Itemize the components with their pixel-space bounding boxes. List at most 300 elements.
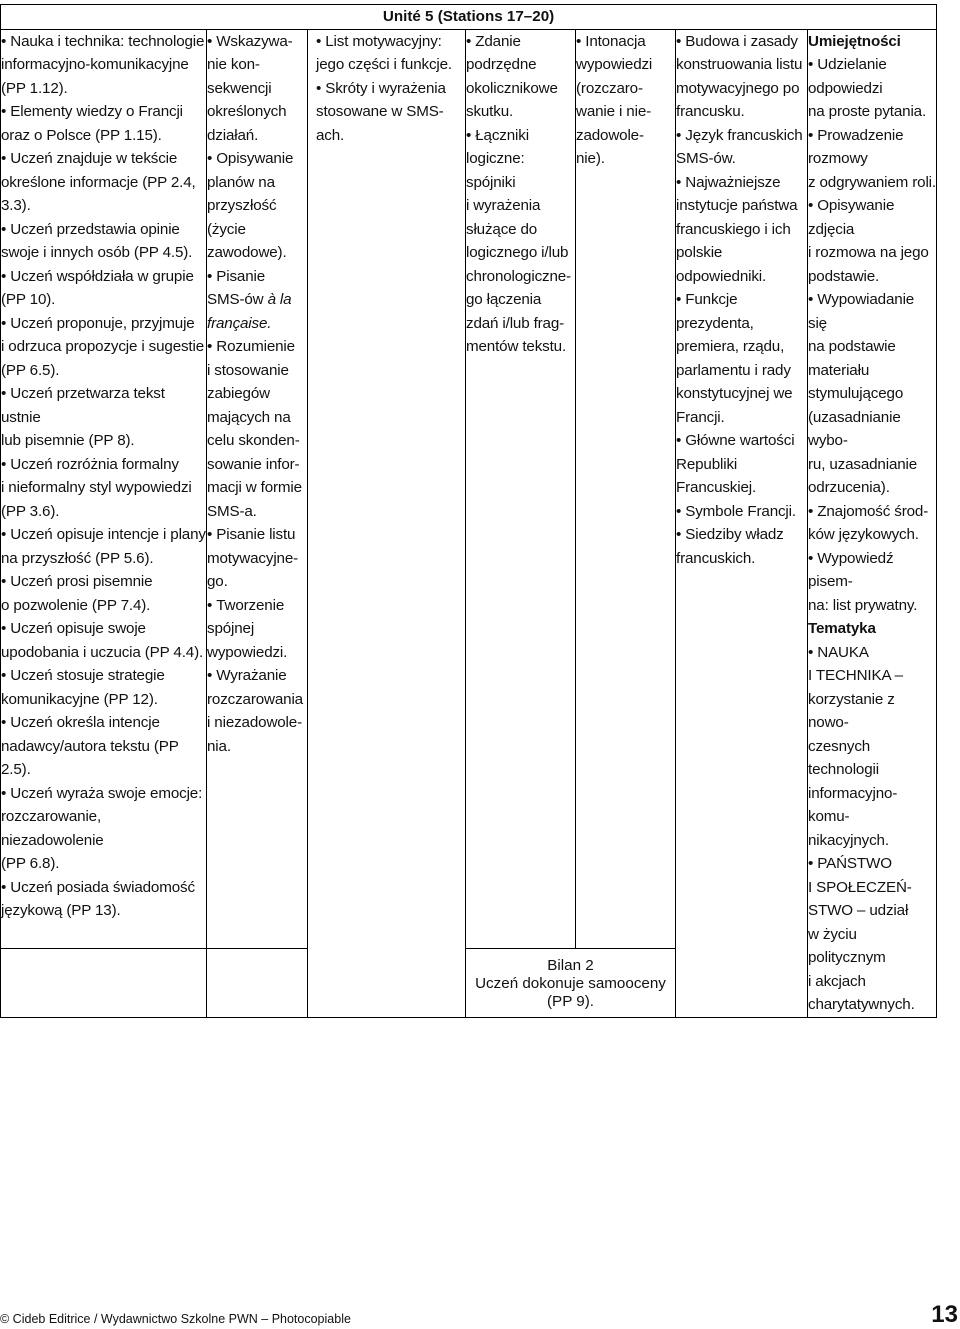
col4-line-text: Zdanie [475, 32, 521, 50]
col7-line-text: PAŃSTWO [817, 855, 892, 872]
col1-line [1, 429, 206, 453]
column-culture [676, 29, 808, 1017]
col6-line-text: Funkcje [685, 291, 738, 308]
col2-line-text: sekwencji [207, 79, 272, 97]
col7-line-text: Umiejętności [808, 32, 901, 50]
bilan-box [466, 948, 676, 1017]
col1-line-text: Elementy wiedzy o Francji [10, 103, 183, 120]
col6-line [676, 453, 807, 477]
col7-line [808, 735, 936, 782]
col7-line [808, 782, 936, 829]
col7-line [808, 453, 936, 477]
col2-line-italic: française. [207, 314, 272, 332]
col5-line [576, 147, 675, 171]
col5-line-text: wanie i nie- [576, 103, 652, 120]
col2-line [207, 335, 307, 359]
col6-line [676, 312, 807, 336]
col7-line-text: korzystanie z nowo- [808, 690, 895, 731]
col1-line-text: komunikacyjne (PP 12). [1, 690, 158, 708]
col7-line [808, 241, 936, 265]
col4-line [466, 77, 575, 101]
col1-line-text: Uczeń wyraża swoje emocje: [10, 784, 203, 802]
col4-line [466, 100, 575, 124]
col1-line [1, 735, 206, 782]
col6-line-text: konstytucyjnej we [676, 385, 793, 402]
col7-line-text: Opisywanie zdjęcia [808, 197, 895, 238]
col4-line [466, 124, 575, 148]
col7-line [808, 476, 936, 500]
col3-line [316, 100, 465, 147]
col1-line-text: (PP 10). [1, 291, 56, 308]
col2-line-text: rozczarowania [207, 690, 303, 708]
col4-line [466, 265, 575, 289]
col1-line-text: Uczeń stosuje strategie [10, 667, 165, 684]
col7-line [808, 852, 936, 876]
col7-line [808, 288, 936, 335]
col7-line-text: na proste pytania. [808, 103, 927, 120]
col6-line-text: Republiki [676, 455, 738, 473]
col7-line [808, 359, 936, 383]
col6-line-text: francuskiego i ich [676, 220, 791, 238]
col2-line [207, 476, 307, 500]
col1-line [1, 147, 206, 171]
col1-line-text: Uczeń przedstawia opinie [10, 220, 180, 238]
footer-copyright: © Cideb Editrice / Wydawnictwo Szkolne PWN – Photocopiable [0, 1312, 351, 1326]
col4-line [466, 241, 575, 265]
col1-line [1, 53, 206, 77]
bilan-title: Bilan 2 [547, 956, 594, 974]
col6-line [676, 359, 807, 383]
col6-line [676, 171, 807, 195]
col7-line-text: rozmowy [808, 150, 868, 167]
col1-line-text: (PP 6.8). [1, 855, 60, 872]
col6-line-text: francusku. [676, 103, 745, 120]
col4-line [466, 312, 575, 336]
col1-line [1, 359, 206, 383]
col7-line-text: ków językowych. [808, 526, 919, 543]
col7-line-text: (uzasadnianie wybo- [808, 408, 901, 449]
col5-line [576, 100, 675, 124]
col2-line [207, 547, 307, 571]
col1-line [1, 265, 206, 289]
col7-line-text: Prowadzenie [817, 126, 904, 144]
col6-line-text: premiera, rządu, [676, 338, 785, 355]
col6-line-text: odpowiedniki. [676, 267, 767, 285]
col2-line-text: go. [207, 573, 228, 590]
col1-line-text: Uczeń proponuje, przyjmuje [10, 314, 195, 332]
col6-line [676, 500, 807, 524]
col6-line-text: Francuskiej. [676, 479, 757, 496]
col2-line [207, 30, 307, 54]
col2-line [207, 594, 307, 618]
col4-line [466, 335, 575, 359]
col2-line-text: Rozumienie [216, 338, 295, 355]
col2-line [207, 147, 307, 171]
col4-line-text: logicznego i/lub [466, 244, 569, 261]
col5-line [576, 30, 675, 54]
col6-line-text: Francji. [676, 408, 725, 426]
col4-line [466, 218, 575, 242]
col2-line-text: macji w formie [207, 479, 302, 496]
col7-line-text: z odgrywaniem roli. [808, 173, 936, 191]
col7-line [808, 664, 936, 688]
table-header: Unité 5 (Stations 17–20) [1, 5, 937, 30]
col2-line-text: motywacyjne- [207, 549, 299, 567]
col7-line [808, 382, 936, 406]
col7-line-text: i rozmowa na jego [808, 244, 929, 261]
col1-line [1, 218, 206, 242]
col7-line [808, 547, 936, 594]
col1-line-text: swoje i innych osób (PP 4.5). [1, 244, 193, 261]
col2-line [207, 312, 307, 336]
col7-line-text: Wypowiedź pisem- [808, 549, 894, 590]
col1-line-text: Uczeń posiada świadomość [10, 878, 195, 896]
col5-line [576, 77, 675, 101]
col7-line [808, 147, 936, 171]
col6-line-text: Język francuskich [685, 126, 803, 144]
col2-line [207, 406, 307, 430]
col1-line [1, 617, 206, 641]
col2-line [207, 241, 307, 265]
col2-line [207, 124, 307, 148]
col1-line-text: i nieformalny styl wypowiedzi [1, 479, 192, 496]
col5-line-text: Intonacja [585, 32, 646, 50]
col7-line [808, 829, 936, 853]
col2-line [207, 382, 307, 406]
col1-line [1, 782, 206, 806]
col2-line-text: nie kon- [207, 56, 260, 73]
col2-line [207, 77, 307, 101]
col7-line-text: czesnych technologii [808, 737, 879, 778]
col2-line [207, 735, 307, 759]
col4-line [466, 194, 575, 218]
col2-line [207, 194, 307, 218]
col7-line [808, 993, 936, 1017]
col2-line-text: SMS-a. [207, 502, 257, 520]
col7-line-text: NAUKA [817, 643, 869, 661]
col7-line [808, 876, 936, 900]
col1-line-text: upodobania i uczucia (PP 4.4). [1, 643, 204, 661]
col4-line [466, 30, 575, 54]
col2-line [207, 664, 307, 688]
col1-line-text: Uczeń przetwarza tekst ustnie [1, 385, 165, 426]
col1-line [1, 570, 206, 594]
page-number: 13 [931, 1301, 958, 1328]
col1-line [1, 312, 206, 336]
col7-line-text: ru, uzasadnianie [808, 455, 918, 473]
col6-line [676, 265, 807, 289]
col6-line-text: konstruowania listu [676, 56, 803, 73]
col2-line-text: mających na [207, 408, 291, 426]
col1-line [1, 852, 206, 876]
col1-line-text: określone informacje (PP 2.4, [1, 173, 196, 191]
col7-line-text: i akcjach [808, 972, 866, 990]
col4-line [466, 53, 575, 77]
col1-line [1, 194, 206, 218]
column-grammar [466, 29, 576, 948]
col1-line-text: Uczeń znajduje w tekście [10, 150, 178, 167]
col6-line [676, 335, 807, 359]
col4-line-text: Łączniki [475, 126, 529, 144]
col1-line-text: o pozwolenie (PP 7.4). [1, 596, 151, 614]
col2-line [207, 100, 307, 124]
col6-line-text: Budowa i zasady [685, 32, 798, 50]
col2-line [207, 171, 307, 195]
col7-line [808, 594, 936, 618]
col4-line-text: spójniki [466, 173, 516, 191]
col6-line-text: prezydenta, [676, 314, 754, 332]
column-functions [207, 29, 308, 948]
col2-line [207, 500, 307, 524]
col1-line-text: Uczeń prosi pisemnie [10, 573, 153, 590]
col7-line [808, 406, 936, 453]
col1-line-text: Uczeń rozróżnia formalny [10, 455, 179, 473]
col1-line-text: i odrzuca propozycje i sugestie [1, 338, 205, 355]
col1-line [1, 500, 206, 524]
col1-line [1, 523, 206, 547]
col7-line-text: stymulującego [808, 385, 904, 402]
col2-line-text: spójnej [207, 620, 255, 637]
col7-line [808, 124, 936, 148]
col6-line-text: motywacyjnego po [676, 79, 800, 97]
col4-line-text: mentów tekstu. [466, 338, 567, 355]
col6-line [676, 194, 807, 218]
col3-line [316, 53, 465, 77]
col1-line-text: Uczeń opisuje intencje i plany [10, 526, 206, 543]
col7-line [808, 688, 936, 735]
col1-line [1, 594, 206, 618]
col6-line-text: instytucje państwa [676, 197, 798, 214]
col1-line [1, 77, 206, 101]
col6-line [676, 382, 807, 406]
col6-line [676, 53, 807, 77]
col2-line-text: działań. [207, 126, 259, 144]
col1-line [1, 288, 206, 312]
col2-line [207, 523, 307, 547]
col4-line-text: zdań i/lub frag- [466, 314, 565, 332]
col2-line [207, 617, 307, 641]
col7-line [808, 30, 936, 54]
col1-spacer [1, 948, 207, 1017]
col1-line [1, 805, 206, 852]
col1-line-text: językową (PP 13). [1, 902, 121, 919]
col2-line [207, 570, 307, 594]
col4-line [466, 171, 575, 195]
col1-line-text: Nauka i technika: technologie [10, 32, 205, 50]
col7-line-text: w życiu politycznym [808, 925, 886, 966]
col3-line [316, 77, 465, 101]
col4-line-text: logiczne: [466, 150, 525, 167]
col2-line-text: zawodowe). [207, 244, 287, 261]
col7-line [808, 171, 936, 195]
col1-line [1, 100, 206, 124]
col4-line [466, 288, 575, 312]
col7-line-text: na podstawie [808, 338, 896, 355]
col5-line [576, 53, 675, 77]
bilan-text: Uczeń dokonuje samooceny (PP 9). [475, 974, 666, 1010]
col6-line-text: Siedziby władz [685, 526, 784, 543]
col2-line [207, 359, 307, 383]
col2-line-text: nia. [207, 737, 231, 755]
col1-line [1, 899, 206, 923]
curriculum-table [0, 4, 937, 1018]
col1-line [1, 124, 206, 148]
col1-line-text: na przyszłość (PP 5.6). [1, 549, 154, 567]
col6-line [676, 288, 807, 312]
col4-line-text: służące do [466, 220, 538, 238]
col2-line-text: planów na [207, 173, 275, 191]
col1-line [1, 547, 206, 571]
col7-line [808, 617, 936, 641]
col6-line-text: Symbole Francji. [685, 502, 796, 520]
col7-line [808, 899, 936, 923]
col2-spacer [207, 948, 308, 1017]
col7-line [808, 194, 936, 241]
col5-line [576, 124, 675, 148]
col7-line-text: podstawie. [808, 267, 880, 285]
col4-line-text: chronologiczne- [466, 267, 571, 285]
col7-line-text: na: list prywatny. [808, 596, 918, 614]
col5-line-text: nie). [576, 150, 605, 167]
col7-line-text: materiału [808, 361, 870, 379]
column-vocabulary [308, 29, 466, 1017]
col6-line-text: SMS-ów. [676, 150, 736, 167]
col7-line [808, 970, 936, 994]
col6-line [676, 124, 807, 148]
col7-line-text: Tematyka [808, 620, 876, 637]
col6-line-text: Główne wartości [685, 432, 795, 449]
col4-line-text: podrzędne [466, 56, 537, 73]
col1-line [1, 30, 206, 54]
col2-line-text: Pisanie [216, 267, 266, 285]
col2-line [207, 688, 307, 712]
col2-line-text: określonych [207, 103, 287, 120]
col2-line-text: Wskazywa- [216, 32, 293, 50]
col6-line [676, 77, 807, 101]
column-skills [808, 29, 937, 1017]
col2-line-text: Tworzenie [216, 596, 285, 614]
col5-line-text: (rozczaro- [576, 79, 643, 97]
col1-line-text: (PP 6.5). [1, 361, 60, 379]
col1-line [1, 241, 206, 265]
col7-line-text: odpowiedzi [808, 79, 883, 97]
col1-line-text: Uczeń współdziała w grupie [10, 267, 194, 285]
col2-line-italic: à la [267, 291, 292, 308]
col7-line-text: charytatywnych. [808, 996, 915, 1013]
col1-line-text: Uczeń określa intencje [10, 714, 160, 731]
col7-line-text: informacyjno-komu- [808, 784, 898, 825]
col1-line [1, 171, 206, 195]
col6-line [676, 406, 807, 430]
col6-line [676, 476, 807, 500]
col2-line [207, 218, 307, 242]
col1-line [1, 664, 206, 688]
col6-line-text: parlamentu i rady [676, 361, 791, 379]
col1-line [1, 688, 206, 712]
col2-line [207, 53, 307, 77]
col1-line [1, 335, 206, 359]
col7-line-text: nikacyjnych. [808, 831, 889, 849]
col5-line-text: wypowiedzi [576, 56, 653, 73]
col2-line-text: celu skonden- [207, 432, 300, 449]
col1-line [1, 641, 206, 665]
col1-line [1, 876, 206, 900]
col7-line-text: I SPOŁECZEŃ- [808, 878, 912, 896]
col1-line-text: lub pisemnie (PP 8). [1, 432, 135, 449]
col4-line-text: go łączenia [466, 291, 542, 308]
col2-line [207, 641, 307, 665]
col7-line [808, 523, 936, 547]
col6-line [676, 547, 807, 571]
col1-line [1, 382, 206, 429]
col2-line-text: przyszłość [207, 197, 277, 214]
col2-line-text: wypowiedzi. [207, 643, 288, 661]
col1-line-text: (PP 1.12). [1, 79, 68, 97]
col7-line-text: STWO – udział [808, 902, 909, 919]
col2-line-text: i niezadowole- [207, 714, 302, 731]
column-requirements [1, 29, 207, 948]
col2-line [207, 453, 307, 477]
col3-line-text: jego części i funkcje. [316, 56, 452, 73]
col7-line [808, 100, 936, 124]
col7-line-text: I TECHNIKA – [808, 667, 903, 684]
col2-line-text: zabiegów [207, 385, 270, 402]
col4-line-text: i wyrażenia [466, 197, 541, 214]
col1-line-text: oraz o Polsce (PP 1.15). [1, 126, 162, 144]
col2-line [207, 265, 307, 289]
col2-line-text: sowanie infor- [207, 455, 300, 473]
col3-line-text: Skróty i wyrażenia [325, 79, 446, 97]
col1-line-text: informacyjno-komunikacyjne [1, 56, 189, 73]
col7-line [808, 923, 936, 970]
col6-line-text: Najważniejsze [685, 173, 781, 191]
col6-line [676, 523, 807, 547]
col7-line [808, 77, 936, 101]
col7-line [808, 265, 936, 289]
col2-line [207, 429, 307, 453]
col6-line [676, 100, 807, 124]
col1-line-text: nadawcy/autora tekstu (PP 2.5). [1, 737, 179, 778]
col4-line-text: okolicznikowe [466, 79, 558, 97]
col7-line-text: Wypowiadanie się [808, 291, 915, 332]
col6-line [676, 241, 807, 265]
col6-line [676, 147, 807, 171]
col7-line-text: Znajomość środ- [817, 502, 929, 520]
col4-line [466, 147, 575, 171]
col1-line-text: 3.3). [1, 197, 31, 214]
col7-line-text: odrzucenia). [808, 479, 890, 496]
col2-line-text: (życie [207, 220, 246, 238]
col5-line-text: zadowole- [576, 126, 644, 144]
col3-line-text: List motywacyjny: [325, 32, 442, 50]
col4-line-text: skutku. [466, 103, 514, 120]
col7-line-text: Udzielanie [817, 56, 887, 73]
col7-line [808, 53, 936, 77]
column-phonetics [576, 29, 676, 948]
col7-line [808, 641, 936, 665]
col3-line [316, 30, 465, 54]
col2-line-text: Pisanie listu [216, 526, 296, 543]
col1-line [1, 711, 206, 735]
col1-line [1, 453, 206, 477]
col2-line [207, 288, 307, 312]
col7-line [808, 500, 936, 524]
col2-line-text: i stosowanie [207, 361, 289, 379]
col7-line [808, 335, 936, 359]
col6-line [676, 30, 807, 54]
col2-line-text: SMS-ów [207, 291, 268, 308]
col1-line [1, 476, 206, 500]
